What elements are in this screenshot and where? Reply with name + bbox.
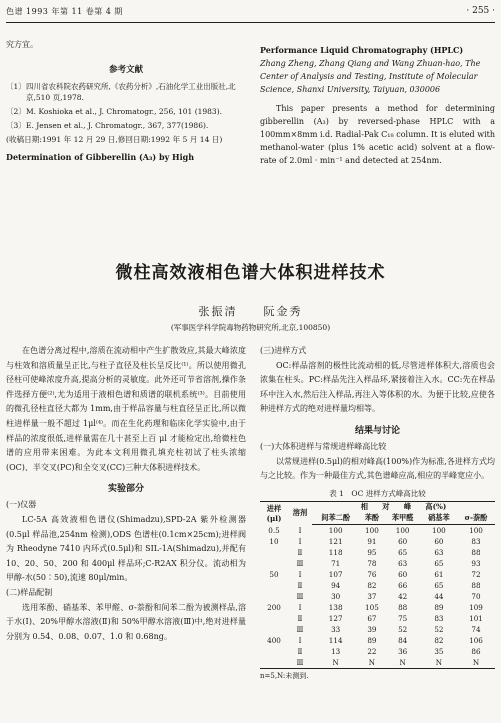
cell-value: 52: [434, 624, 444, 634]
reference-number: 〔1〕: [6, 81, 26, 91]
cell-value: 127: [328, 613, 343, 623]
english-authors: Zhang Zheng, Zhang Qiang and Wang Zhuan-hao, The Center of Analysis and Testing, Institute of Molecular Science, Shanxi University, Taiyuan, 030006: [260, 59, 481, 94]
table-row: [260, 547, 495, 558]
table-row: [260, 558, 495, 569]
cell-value: 100: [432, 525, 446, 535]
cell-value: N: [421, 657, 457, 669]
intro-paragraph: 在色谱分离过程中,溶质在流动相中产生扩散效应,其最大峰浓度与柱效和溶质量呈正比,与柱子直径及柱长呈反比⁽¹⁾。所以使用微孔径柱可使峰浓度升高,提高分析的灵敏度。此外还可节省溶剂,操作条件选择方便⁽²⁾,尤为适用于液相色谱和质谱的联机系统⁽³⁾。目前使用的微孔径柱直径大都为 1mm,由于样品容量与柱直径呈正比,所以微柱进样量一般不超过 1μl⁽⁴⁾。而在生化药理和临床化学实验中,由于样品的浓度很低,进样量需在几十甚至上百 μl 才能检定出,给微柱色谱的应用带来困难。为此本文利用微孔填充柱初试了柱头浓缩(OC)、半交叉(PC)和全交叉(CC)三种大体积进样技术。: [6, 346, 246, 472]
reference-number: 〔2〕: [6, 106, 26, 116]
cell-value: 75: [398, 613, 408, 623]
cell-value: 89: [434, 602, 444, 612]
cell-value: 63: [398, 558, 408, 568]
cell-value: 88: [398, 602, 408, 612]
cell-volume: 400: [267, 635, 281, 645]
table-row: [260, 524, 495, 536]
cell-value: 33: [331, 624, 341, 634]
cell-value: 74: [471, 624, 481, 634]
cell-value: 22: [367, 646, 377, 656]
received-date: (收稿日期:1991 年 12 月 29 日,修回日期:1992 年 5 月 14 日): [6, 134, 223, 144]
cell-solvent: Ⅱ: [297, 613, 303, 623]
cell-value: 100: [365, 525, 379, 535]
cell-value: 105: [365, 602, 379, 612]
cell-value: 100: [395, 525, 410, 535]
cell-value: 61: [434, 569, 444, 579]
cell-solvent: Ⅰ: [298, 525, 302, 535]
cell-value: 66: [398, 580, 408, 590]
cell-value: 60: [434, 536, 444, 546]
cell-volume: [260, 580, 288, 591]
continuation-text: 究方宜。: [6, 40, 38, 49]
cell-value: 78: [367, 558, 377, 568]
cell-volume: [260, 558, 288, 569]
references-list: [6, 81, 246, 131]
result-paragraph: 以常规进样(0.5μl)的相对峰高(100%)作为标准,各进样方式均与之比较。作为一种最佳方式,其色谱峰应高,相应的半峰宽应小。: [260, 456, 495, 481]
cell-value: 44: [434, 591, 444, 601]
cell-value: N: [359, 657, 384, 669]
table-row: [260, 624, 495, 635]
cell-value: 37: [367, 591, 377, 601]
table-row: [260, 536, 495, 547]
cell-value: N: [385, 657, 421, 669]
cell-solvent: Ⅲ: [296, 624, 304, 634]
cell-value: 72: [471, 569, 481, 579]
cell-value: 39: [367, 624, 377, 634]
article-authors: 张振清 阮金秀: [198, 305, 303, 318]
cell-value: 36: [398, 646, 408, 656]
cell-value: 60: [398, 569, 408, 579]
cell-value: 84: [398, 635, 408, 645]
reference-item: [6, 81, 246, 103]
cell-value: 82: [367, 580, 377, 590]
cell-value: 89: [367, 635, 377, 645]
cell-value: 67: [367, 613, 377, 623]
cell-value: 109: [469, 602, 483, 612]
table-row: [260, 613, 495, 624]
cell-volume: [260, 646, 288, 657]
reference-item: [6, 120, 246, 131]
cell-solvent: Ⅰ: [298, 635, 302, 645]
cell-solvent: Ⅰ: [298, 569, 302, 579]
cell-value: 83: [471, 536, 481, 546]
reference-number: 〔3〕: [6, 120, 26, 130]
cell-value: 121: [328, 536, 343, 546]
cell-solvent: Ⅲ: [288, 657, 312, 669]
cell-solvent: Ⅰ: [298, 602, 302, 612]
cell-volume: 50: [269, 569, 279, 579]
table-row: [260, 646, 495, 657]
cell-volume: [260, 624, 288, 635]
reference-item: [6, 106, 246, 117]
english-title-start: Determination of Gibberellin (A₃) by High: [6, 151, 195, 162]
instrument-paragraph: LC-5A 高效液相色谱仪(Shimadzu),SPD-2A 紫外检测器(0.5μl 样品池,254nm 检测),ODS 色谱柱(0.1cm×25cm);进样阀为 Rheodyne 7410 内环式(0.5μl)和 SIL-1A(Shimadzu),并配有 10、20、50、200 和 400μl 样品环;C-R2AX 积分仪。流动相为甲醇-水(50∶50),流速 80μl/min。: [6, 514, 246, 583]
cell-value: 88: [471, 580, 481, 590]
subsection-injection: (三)进样方式: [260, 346, 307, 355]
cell-value: 95: [367, 547, 377, 557]
cell-value: 107: [328, 569, 343, 579]
cell-value: N: [312, 657, 359, 669]
body-left-column: [6, 344, 246, 644]
cell-value: 100: [469, 525, 483, 535]
column-header: 苯甲醛: [385, 513, 421, 525]
cell-volume: [260, 657, 288, 669]
references-title: 参考文献: [108, 64, 143, 75]
header-relative-height: 相 对 峰 高(%): [312, 501, 495, 513]
article-title: 微柱高效液相色谱大体积进样技术: [115, 263, 386, 283]
cell-value: 100: [328, 525, 343, 535]
running-header: [6, 4, 495, 18]
table-body: [260, 524, 495, 668]
cell-value: 76: [367, 569, 377, 579]
cell-solvent: Ⅱ: [297, 580, 303, 590]
cell-solvent: Ⅲ: [296, 591, 304, 601]
english-abstract: This paper presents a method for determining gibberellin (A₃) by reversed-phase HPLC with a 100mm×8mm i.d. Radial-Pak C₁₈ column. It is eluted with methanol-water (plus 1% acetic acid) solvent at a flow-rate of 2.0ml · min⁻¹ and detected at 254nm.: [260, 104, 495, 165]
table-row: [260, 657, 495, 669]
peak-height-table: [260, 501, 495, 669]
cell-volume: 200: [267, 602, 281, 612]
cell-volume: [260, 547, 288, 558]
cell-value: 52: [398, 624, 408, 634]
cell-value: 65: [434, 558, 444, 568]
column-header: 间苯二酚: [312, 513, 359, 525]
cell-value: N: [457, 657, 495, 669]
cell-value: 101: [469, 613, 483, 623]
cell-value: 65: [434, 580, 444, 590]
section-results: 结果与讨论: [354, 425, 400, 436]
english-abstract-column: [260, 40, 495, 167]
body-right-column: [260, 344, 495, 681]
cell-volume: 10: [269, 536, 279, 546]
table-row: [260, 602, 495, 613]
journal-issue: 色谱 1993 年第 11 卷第 4 期: [6, 6, 123, 16]
injection-paragraph: OC:样品溶剂的极性比流动相的低,尽管进样体积大,溶质也会浓集在柱头。PC:样品先注入样品环,紧接着注入水。CC:先在样品环中注入水,然后注入样品,再注入等体积的水。为便于比较,应使各种进样方式的绝对进样量均相等。: [260, 360, 495, 414]
cell-solvent: Ⅲ: [296, 558, 304, 568]
cell-volume: [260, 613, 288, 624]
table-row: [260, 635, 495, 646]
cell-value: 114: [328, 635, 343, 645]
page-number: · 255 ·: [466, 6, 495, 16]
english-title-end: Performance Liquid Chromatography (HPLC): [260, 45, 464, 55]
reference-text: 四川省农科院农药研究所,《农药分析》,石油化学工业出版社,北京,510 页,1978.: [26, 81, 236, 102]
column-header: 硝基苯: [421, 513, 457, 525]
references-column: [6, 38, 246, 164]
cell-value: 42: [398, 591, 408, 601]
cell-value: 70: [471, 591, 481, 601]
cell-solvent: Ⅰ: [298, 536, 302, 546]
cell-value: 93: [471, 558, 481, 568]
section-experimental: 实验部分: [107, 484, 144, 495]
cell-value: 88: [471, 547, 481, 557]
reference-text: E. Jensen et al., J. Chromatogr., 367, 377(1986).: [26, 120, 209, 130]
column-header: 苯酚: [359, 513, 384, 525]
cell-value: 30: [331, 591, 341, 601]
column-header: σ-萘酚: [457, 513, 495, 525]
cell-value: 71: [331, 558, 341, 568]
cell-volume: [260, 591, 288, 602]
cell-value: 60: [398, 536, 408, 546]
cell-solvent: Ⅱ: [297, 547, 303, 557]
cell-value: 13: [331, 646, 341, 656]
cell-value: 65: [398, 547, 408, 557]
table-row: [260, 591, 495, 602]
header-rule: [6, 22, 495, 23]
cell-value: 94: [331, 580, 341, 590]
cell-value: 106: [469, 635, 483, 645]
table-row: [260, 580, 495, 591]
sample-paragraph: 选用苯酚、硝基苯、苯甲醛、σ-萘酚和间苯二酚为被测样品,溶于水(Ⅰ)、20%甲醇水溶液(Ⅱ)和 50%甲醇水溶液(Ⅲ)中,绝对进样量分别为 0.54、0.08、0.07、1.0 和 0.68ng。: [6, 602, 246, 641]
cell-value: 35: [434, 646, 444, 656]
cell-volume: 0.5: [268, 525, 280, 535]
cell-value: 63: [434, 547, 444, 557]
cell-value: 138: [328, 602, 343, 612]
cell-solvent: Ⅱ: [297, 646, 303, 656]
table-row: [260, 569, 495, 580]
table-title: 表 1 OC 进样方式峰高比较: [329, 488, 426, 498]
header-solvent: 溶剂: [288, 501, 312, 524]
cell-value: 86: [471, 646, 481, 656]
cell-value: 118: [328, 547, 343, 557]
cell-value: 83: [434, 613, 444, 623]
reference-text: M. Koshioka et al., J. Chromatogr., 256, 101 (1983).: [26, 106, 223, 116]
subsection-instruments: (一)仪器: [6, 500, 37, 510]
subsection-comparison: (一)大体积进样与常规进样峰高比较: [260, 441, 387, 451]
subsection-samples: (二)样品配制: [6, 587, 53, 597]
table-note: n=5,N:未测到.: [260, 671, 309, 680]
cell-value: 82: [434, 635, 444, 645]
cell-value: 91: [367, 536, 377, 546]
header-volume: 进样 (μl): [260, 501, 288, 524]
article-affiliation: (军事医学科学院毒物药物研究所,北京,100850): [170, 323, 331, 332]
